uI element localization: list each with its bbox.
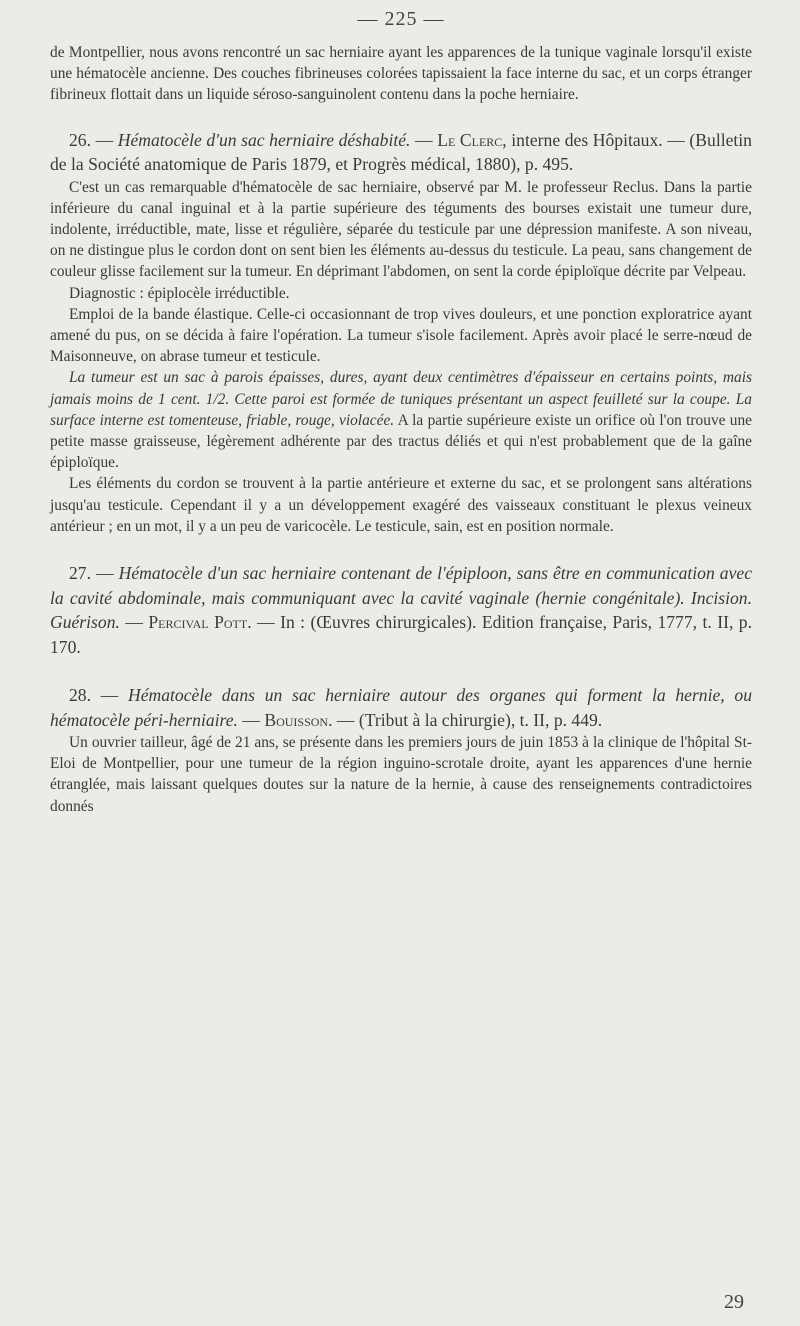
entry-number: 28. xyxy=(69,685,91,706)
entry-author: Percival Pott xyxy=(148,612,248,633)
entry-number: 27. xyxy=(69,563,91,584)
entry-title: Hématocèle d'un sac herniaire déshabité. xyxy=(117,129,411,150)
entry-28 xyxy=(50,683,752,817)
entry-heading: 27. — Hématocèle d'un sac herniaire contenant de l'épiploon, sans être en communication avec la cavité abdominale, mais communiquant avec la cavité vaginale (hernie congénitale). Incision. Guérison. — Percival Pott. — In : (Œuvres chirurgicales). Edition française, Paris, 1777, t. II, p. 170. xyxy=(50,563,752,657)
entry-author: Le Clerc xyxy=(437,129,503,150)
entry-title: Hématocèle d'un sac herniaire contenant de l'épiploon, sans être en communication avec la cavité abdominale, mais communiquant avec la cavité vaginale (hernie congénitale). Incision. Guérison. xyxy=(50,563,752,633)
entry-27 xyxy=(50,561,752,659)
body-paragraph: Un ouvrier tailleur, âgé de 21 ans, se présente dans les premiers jours de juin 1853 à la clinique de l'hôpital St-Eloi de Montpellier, pour une tumeur de la région inguino-scrotale droite, ayant les apparences d'une hernie étranglée, mais laissant quelques doutes sur la nature de la hernie, à cause des renseignements contradictoires donnés xyxy=(50,734,752,815)
entry-number: 26. xyxy=(69,129,91,150)
entry-heading: 28. — Hématocèle dans un sac herniaire autour des organes qui forment la hernie, ou hématocèle péri-herniaire. — Bouisson. — (Tribut à la chirurgie), t. II, p. 449. xyxy=(50,685,753,730)
entry-heading: 26. — Hématocèle d'un sac herniaire déshabité. — Le Clerc, interne des Hôpitaux. — (Bulletin de la Société anatomique de Paris 1879, et Progrès médical, 1880), p. 495. xyxy=(50,129,752,175)
entry-26 xyxy=(50,128,752,537)
entry-citation: . — (Tribut à la chirurgie), t. II, p. 449. xyxy=(328,709,603,730)
paragraph-tail: A la partie supérieure existe un orifice où l'on trouve une petite masse graisseuse, légèrement adhérente par des tractus déliés et qui n'est probablement que de la gaîne épiploïque. xyxy=(50,411,752,472)
signature-mark: 29 xyxy=(724,1291,744,1313)
entry-citation: , interne des Hôpitaux. — (Bulletin de la Société anatomique de Paris 1879, et Progrès médical, 1880), p. 495. xyxy=(50,129,752,175)
body-paragraph: C'est un cas remarquable d'hématocèle de sac herniaire, observé par M. le professeur Reclus. Dans la partie inférieure du canal inguinal et à la partie supérieure des téguments des bourses existait une tumeur dure, indolente, irréductible, mate, lisse et régulière, séparée du testicule par une dépression manifeste. A son niveau, on ne distingue plus le cordon dont on sent bien les éléments au-dessus du testicule. La peau, sans changement de couleur glisse facilement sur la tumeur. En déprimant l'abdomen, on sent la corde épiploïque décrite par Velpeau. xyxy=(50,178,752,281)
body-paragraph: Emploi de la bande élastique. Celle-ci occasionnant de trop vives douleurs, et une ponction exploratrice ayant amené du pus, on se décida à faire l'opération. La tumeur s'isole facilement. Après avoir placé le serre-nœud de Maisonneuve, on abrase tumeur et testicule. xyxy=(50,305,752,366)
body-paragraph: Diagnostic : épiplocèle irréductible. xyxy=(69,284,290,302)
entry-title: Hématocèle dans un sac herniaire autour des organes qui forment la hernie, ou hématocèle péri-herniaire. xyxy=(50,685,753,730)
entry-author: Bouisson xyxy=(264,709,329,730)
italic-text: La tumeur est un sac à parois épaisses, dures, ayant deux centimètres d'épaisseur en certains points, mais jamais moins de 1 cent. 1/2. Cette paroi est formée de tuniques présentant un aspect feuilleté sur la coupe. La surface interne est tomenteuse, friable, rouge, violacée. xyxy=(50,369,752,429)
continuation-paragraph: de Montpellier, nous avons rencontré un sac herniaire ayant les apparences de la tunique vaginale lorsqu'il existe une hématocèle ancienne. Des couches fibrineuses colorées tapissaient la face interne du sac, et un corps étranger fibrineux flottait dans un liquide séroso-sanguinolent contenu dans la poche herniaire. xyxy=(50,44,752,104)
italic-paragraph xyxy=(50,367,752,473)
body-paragraph: Les éléments du cordon se trouvent à la partie antérieure et externe du sac, et se prolongent sans altérations jusqu'au testicule. Cependant il y a un développement exagéré des vaisseaux constituant le plexus veineux antérieur ; en un mot, il y a un peu de varicocèle. Le testicule, sain, est en position normale. xyxy=(50,475,752,535)
entry-citation: . — In : (Œuvres chirurgicales). Edition française, Paris, 1777, t. II, p. 170. xyxy=(50,612,752,657)
page-number: — 225 — xyxy=(357,8,445,30)
